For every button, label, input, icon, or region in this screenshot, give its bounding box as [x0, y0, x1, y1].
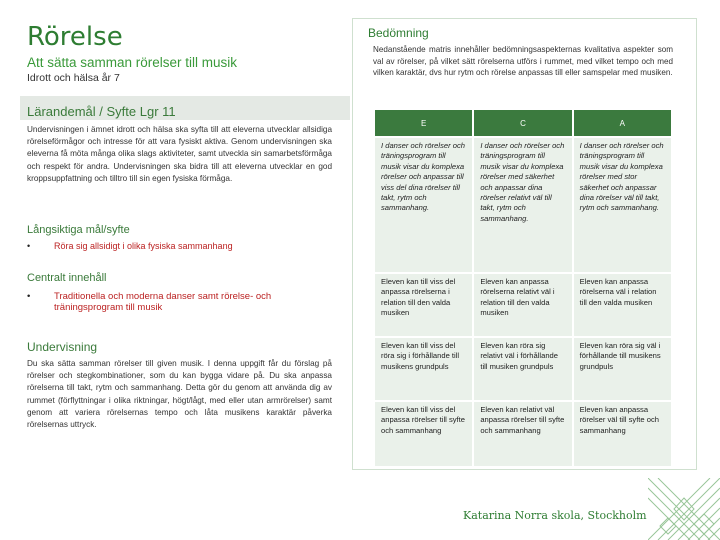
table-cell: Eleven kan röra sig väl i förhållande till musikens grundpuls — [574, 338, 671, 400]
table-row — [375, 402, 671, 466]
table-row — [375, 338, 671, 400]
teaching-text: Du ska sätta samman rörelser till given musik. I denna uppgift får du förslag på rörelser och stegkombinationer, som du kan bygga vidare på. Du ska anpassa rörelserna till takt, rytm och sammanhang. Detta gör du genom att använda dig av rummet (förflyttningar i olika riktningar, högt/lågt, med eller utan armrörelser) samt genom att variera rörelsernas tempo och låta musikens karaktär påverka rörelsernas uttryck. — [27, 359, 332, 430]
teaching-heading: Undervisning — [27, 340, 98, 354]
goals-heading: Lärandemål / Syfte Lgr 11 — [27, 104, 176, 119]
page-subtitle: Att sätta samman rörelser till musik — [27, 55, 238, 70]
table-cell: I danser och rörelser och träningsprogram till musik visar du komplexa rörelser med säkerhet och anpassar dina rörelser relativt väl till takt, rytm och sammanhang. — [474, 138, 571, 272]
content-item — [27, 291, 332, 313]
assessment-matrix — [373, 108, 673, 468]
grade-label: Idrott och hälsa år 7 — [27, 72, 120, 84]
table-cell: Eleven kan anpassa rörelserna relativt väl i relation till den valda musiken — [474, 274, 571, 336]
content-heading: Centralt innehåll — [27, 272, 107, 284]
table-cell: Eleven kan relativt väl anpassa rörelser till syfte och sammanhang — [474, 402, 571, 466]
content-item-text: Traditionella och moderna danser samt rörelse- och träningsprogram till musik — [54, 291, 272, 313]
longterm-item — [27, 241, 332, 252]
table-cell: Eleven kan till viss del röra sig i förhållande till musikens grundpuls — [375, 338, 472, 400]
column-header-e: E — [375, 110, 472, 136]
table-cell: Eleven kan anpassa rörelserna väl i relation till den valda musiken — [574, 274, 671, 336]
table-row — [375, 274, 671, 336]
column-header-c: C — [474, 110, 571, 136]
bullet-icon: • — [27, 291, 31, 302]
table-cell: Eleven kan röra sig relativt väl i förhållande till musiken grundpuls — [474, 338, 571, 400]
table-row — [375, 138, 671, 272]
assessment-intro: Nedanstående matris innehåller bedömningsaspekternas kvalitativa aspekter som val av rörelser, på vilket sätt rörelserna utförs i rummet, med vilket tempo och med vilken karaktär, dvs hur rytm och rörelse anpassas till eller samspelar med musiken. — [373, 45, 673, 77]
column-header-a: A — [574, 110, 671, 136]
school-footer: Katarina Norra skola, Stockholm — [463, 509, 647, 522]
page-title: Rörelse — [27, 22, 123, 52]
bullet-icon: • — [27, 241, 31, 251]
table-cell: I danser och rörelser och träningsprogram till musik visar du komplexa rörelser och anpassar till viss del dina rörelser till takt, rytm och sammanhang. — [375, 138, 472, 272]
corner-pattern-decoration — [648, 478, 720, 540]
goals-text: Undervisningen i ämnet idrott och hälsa ska syfta till att eleverna utvecklar allsidiga rörelseförmågor och intresse för att vara fysiskt aktiva. Genom undervisningen ska eleverna få möta många olika slags aktiviteter, samt utveckla sin samarbetsförmåga och respekt för andra. Undervisningen ska bidra till att eleverna utvecklar en god kroppsuppfattning och tilltro till sin egen fysiska förmåga. — [27, 125, 332, 183]
table-cell: Eleven kan till viss del anpassa rörelserna i relation till den valda musiken — [375, 274, 472, 336]
longterm-heading: Långsiktiga mål/syfte — [27, 224, 130, 236]
assessment-heading: Bedömning — [368, 26, 429, 40]
table-cell: Eleven kan till viss del anpassa rörelser till syfte och sammanhang — [375, 402, 472, 466]
table-cell: Eleven kan anpassa rörelser väl till syfte och sammanhang — [574, 402, 671, 466]
table-cell: I danser och rörelser och träningsprogram till musik visar du komplexa rörelser med stor säkerhet och anpassar dina rörelser väl till takt, rytm och sammanhang. — [574, 138, 671, 272]
longterm-item-text: Röra sig allsidigt i olika fysiska sammanhang — [54, 241, 233, 251]
